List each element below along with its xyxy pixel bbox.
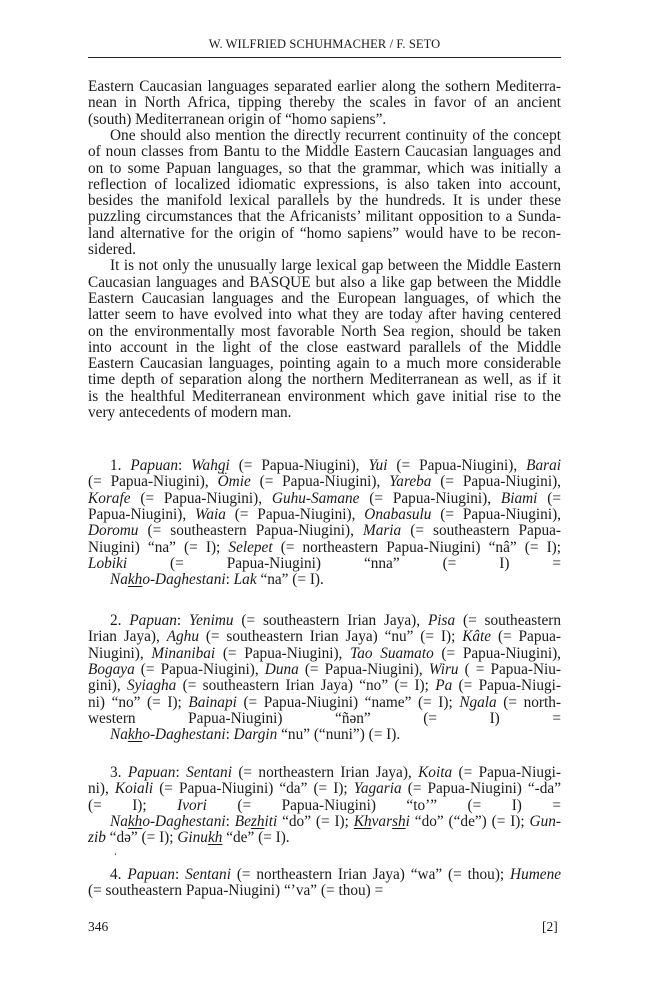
text-line: One should also mention the directly recurrent continuity of the concept xyxy=(110,126,561,144)
text-line: besides the manifold lexical parallels by the hundreds. It is under these xyxy=(88,192,561,210)
text-line: on to some Papuan languages, so that the grammar, which was initially a xyxy=(88,159,561,177)
note-line: Bogaya (= Papua-Niugini), Duna (= Papua-Niugini), Wiru ( = Papua-Niu- xyxy=(88,660,561,678)
note-line: Papua-Niugini), Waia (= Papua-Niugini), Onabasulu (= Papua-Niugini), xyxy=(88,505,561,523)
header-rule xyxy=(88,57,561,58)
text-line: land alternative for the origin of “homo sapiens” would have to be recon- xyxy=(88,224,561,242)
text-line: into account in the light of the close eastward parallels of the Middle xyxy=(88,338,561,356)
note-line: 4. Papuan: Sentani (= northeastern Irian Jaya) “wa” (= thou); Humene xyxy=(110,866,562,883)
text-line: Eastern Caucasian languages and the European languages, of which the xyxy=(88,289,561,307)
note-line: Doromu (= southeastern Papua-Niugini), Maria (= southeastern Papua- xyxy=(88,522,561,540)
note-line: Nakho-Daghestani: Dargin “nu” (“nuni”) (= I). xyxy=(110,726,401,744)
note-line: 1. Papuan: Wahgi (= Papua-Niugini), Yui (= Papua-Niugini), Barai xyxy=(110,457,561,474)
note-line: western Papua-Niugini) “ñən” (= I) = xyxy=(88,709,561,727)
note-line: Nakho-Daghestani: Lak “na” (= I). xyxy=(110,571,324,589)
text-line: time depth of separation along the northern Mediterranean as well, as if it xyxy=(88,371,561,389)
text-line: on the environmentally most favorable North Sea region, should be taken xyxy=(88,322,561,340)
page-marker: [2] xyxy=(542,919,558,934)
text-line: (south) Mediterranean origin of “homo sapiens”. xyxy=(88,110,387,128)
text-line: of noun classes from Bantu to the Middle Eastern Caucasian languages and xyxy=(88,143,561,161)
note-line: (= southeastern Papua-Niugini) “’va” (= thou) = xyxy=(88,882,384,900)
note-line: ni) “no” (= I); Bainapi (= Papua-Niugini) “name” (= I); Ngala (= north- xyxy=(88,693,562,711)
note-line: 3. Papuan: Sentani (= northeastern Irian Jaya), Koita (= Papua-Niugi- xyxy=(110,764,561,781)
text-line: is the healthful Mediterranean environment which gave initial rise to the xyxy=(88,387,561,405)
stray-mark: ‘ xyxy=(114,851,117,861)
text-line: It is not only the unusually large lexical gap between the Middle Eastern xyxy=(110,257,561,275)
note-line: zib “də” (= I); Ginukh “de” (= I). xyxy=(88,829,290,847)
text-line: nean in North Africa, tipping thereby the scales in favor of an ancient xyxy=(88,94,561,112)
note-line: Nakho-Daghestani: Bezhiti “do” (= I); Khvarshi “do” (“de”) (= I); Gun- xyxy=(110,812,561,830)
text-line: very antecedents of modern man. xyxy=(88,404,292,421)
text-line: Eastern Caucasian languages separated earlier along the sothern Mediterra- xyxy=(88,78,561,95)
note-line: Lobiki (= Papua-Niugini) “nna” (= I) = xyxy=(88,554,561,572)
text-line: sidered. xyxy=(88,241,136,258)
note-line: gini), Syiagha (= southeastern Irian Jaya) “no” (= I); Pa (= Papua-Niugi- xyxy=(88,677,561,695)
text-line: latter seem to have evolved into what they are today after having centered xyxy=(88,306,561,324)
note-line: ni), Koiali (= Papua-Niugini) “da” (= I); Yagaria (= Papua-Niugini) “-da” xyxy=(88,780,561,798)
note-line: (= Papua-Niugini), Ömie (= Papua-Niugini), Yareba (= Papua-Niugini), xyxy=(88,473,562,491)
note-line: Korafe (= Papua-Niugini), Guhu-Samane (= Papua-Niugini), Biami (= xyxy=(88,489,561,507)
text-line: reflection of localized idiomatic expressions, is also taken into account, xyxy=(88,175,561,193)
note-line: 2. Papuan: Yenimu (= southeastern Irian Jaya), Pisa (= southeastern xyxy=(110,612,562,629)
text-line: Eastern Caucasian languages, pointing again to a much more considerable xyxy=(88,355,561,373)
text-line: puzzling circumstances that the Africanists’ militant opposition to a Sunda- xyxy=(88,208,561,226)
note-line: Niugini) “na” (= I); Selepet (= northeastern Papua-Niugini) “nâ” (= I); xyxy=(88,538,562,556)
note-line: (= I); Ivori (= Papua-Niugini) “to’” (= I) = xyxy=(88,796,562,814)
note-line: Irian Jaya), Aghu (= southeastern Irian Jaya) “nu” (= I); Kâte (= Papua- xyxy=(88,628,561,646)
running-head: W. WILFRIED SCHUHMACHER / F. SETO xyxy=(208,37,441,51)
note-line: Niugini), Minanibai (= Papua-Niugini), Tao Suamato (= Papua-Niugini), xyxy=(88,644,561,662)
page-number: 346 xyxy=(88,919,109,934)
text-line: Caucasian languages and BASQUE but also a like gap between the Middle xyxy=(88,273,561,291)
